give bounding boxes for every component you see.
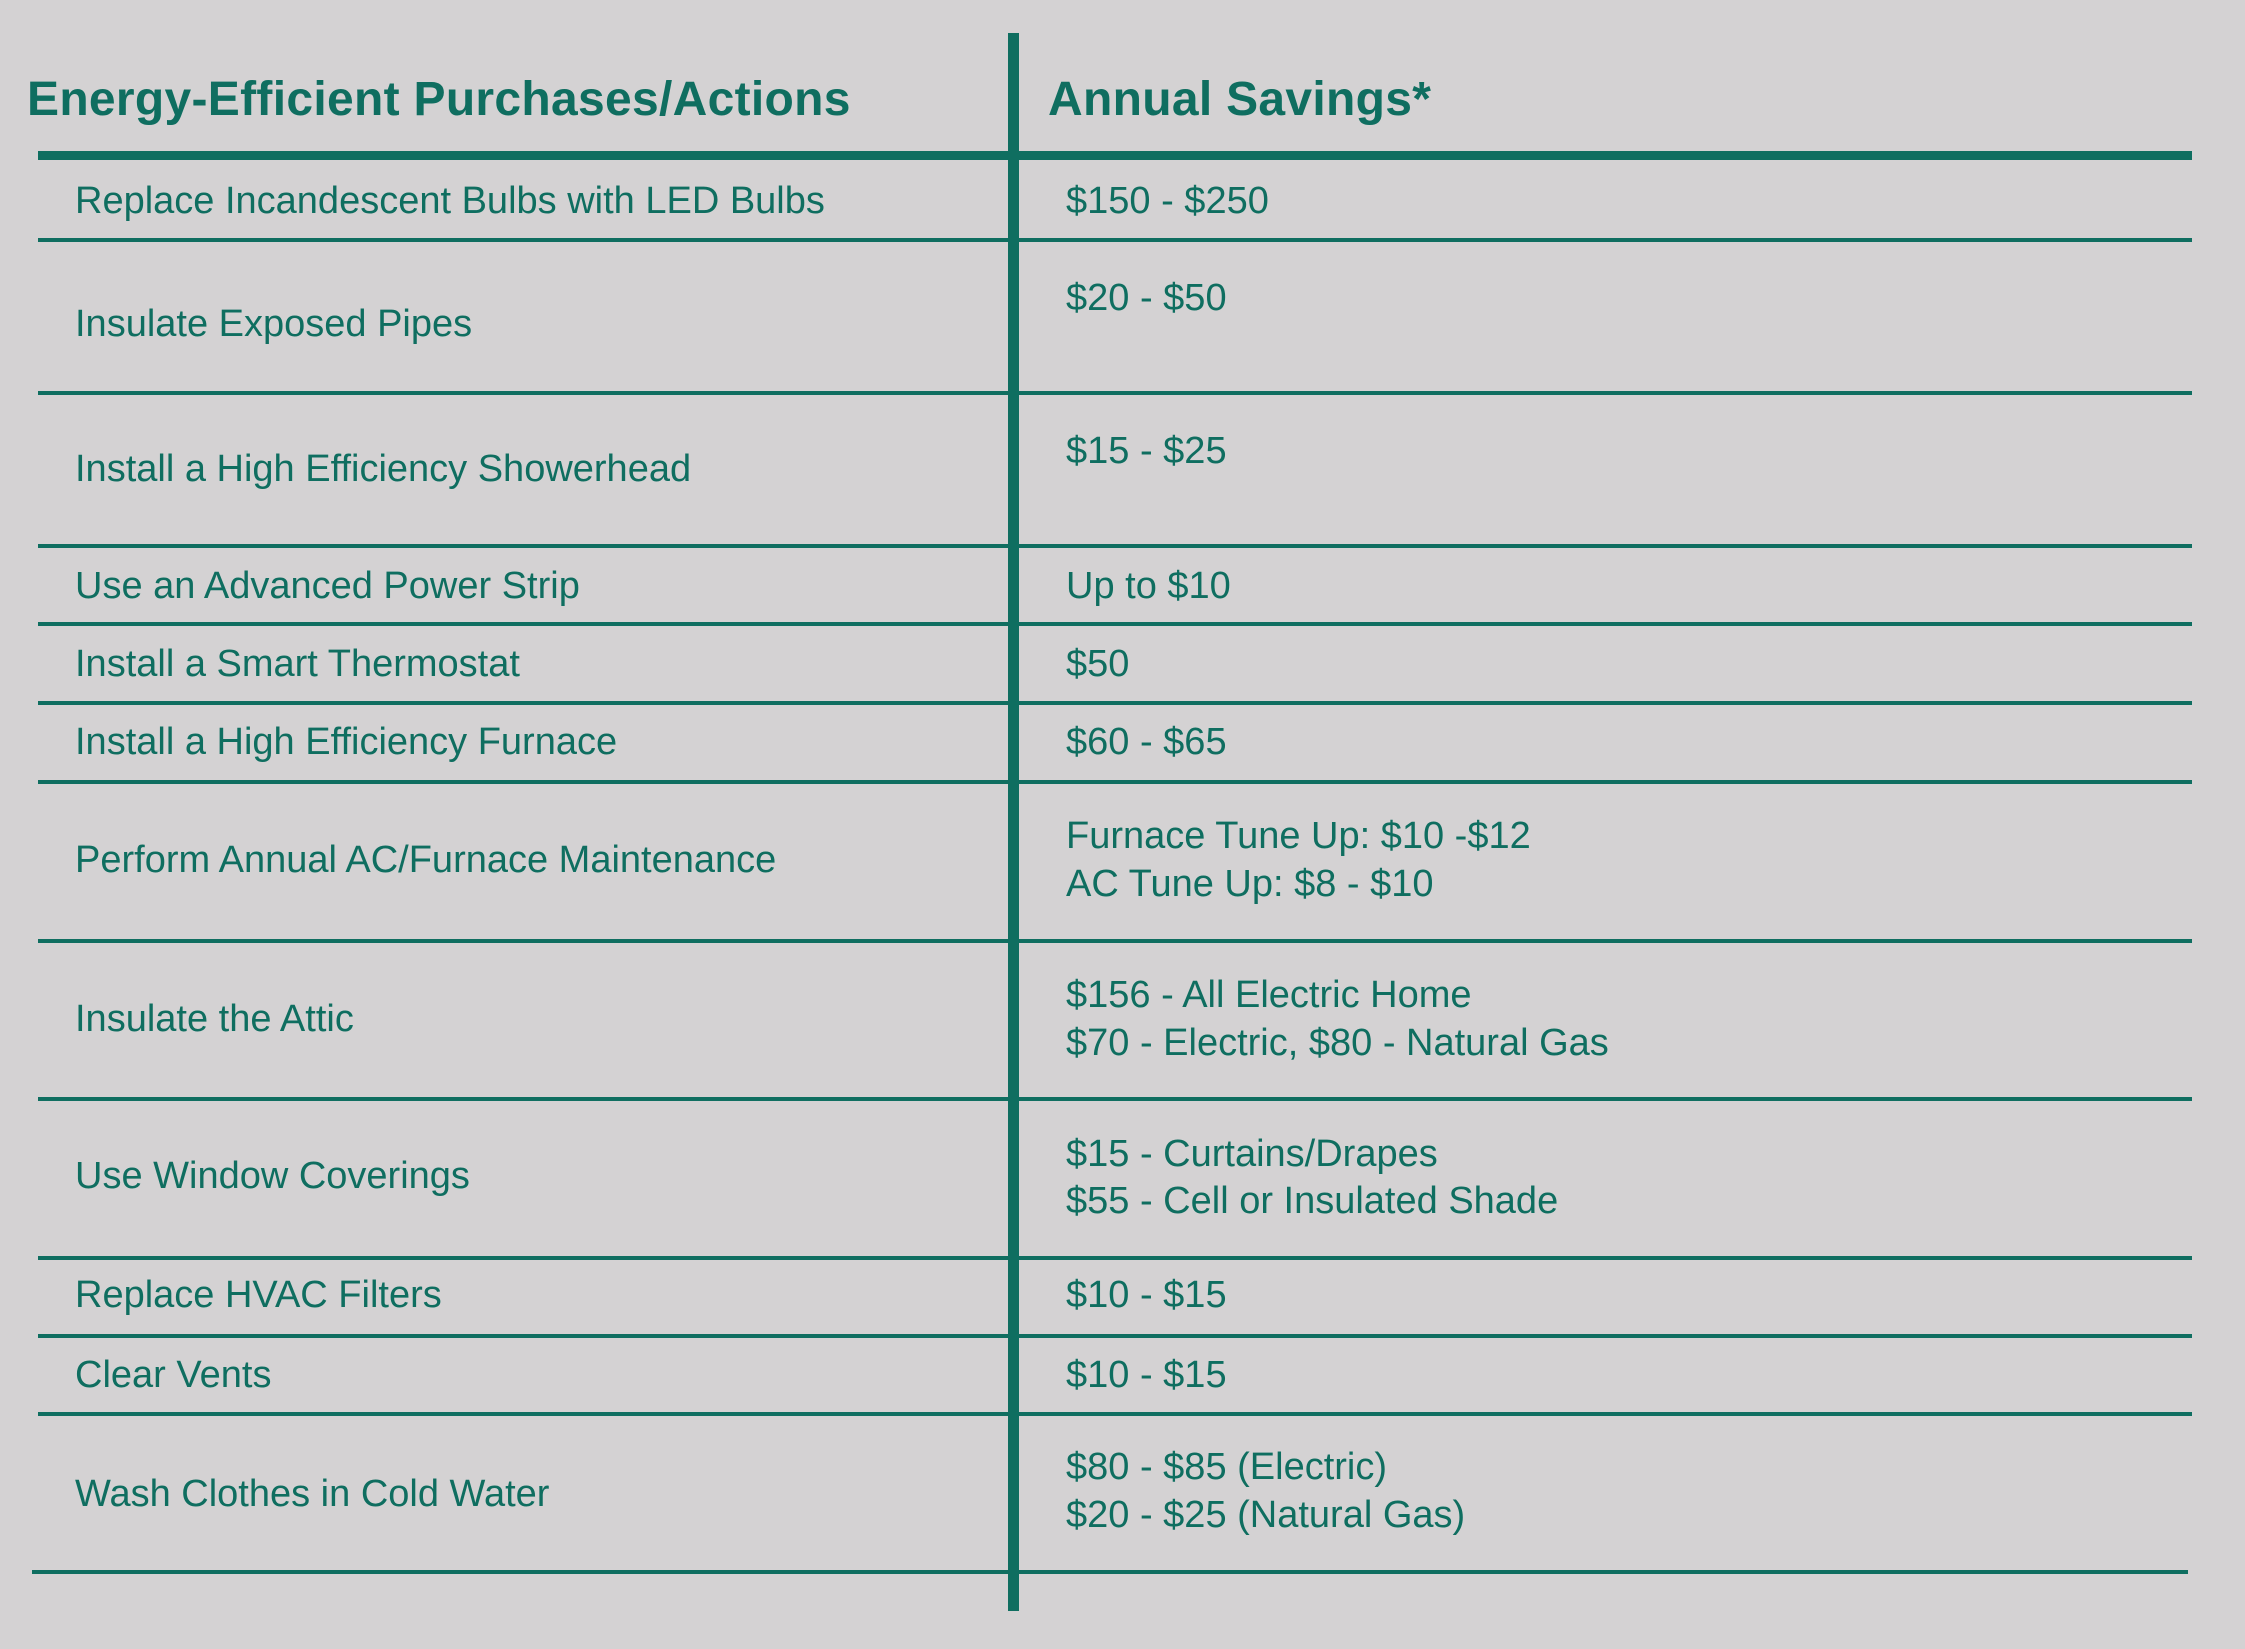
row-savings-line: $156 - All Electric Home <box>1066 974 1472 1016</box>
row-action: Clear Vents <box>75 1354 272 1396</box>
row-savings: $60 - $65 <box>1066 721 1227 763</box>
row-savings-line: AC Tune Up: $8 - $10 <box>1066 863 1434 905</box>
row-divider <box>38 1412 2192 1416</box>
row-action: Use Window Coverings <box>75 1155 470 1197</box>
row-savings: $50 <box>1066 643 1130 685</box>
row-action: Wash Clothes in Cold Water <box>75 1473 550 1515</box>
row-savings-line: $15 - Curtains/Drapes <box>1066 1133 1438 1175</box>
header-actions: Energy-Efficient Purchases/Actions <box>27 73 851 126</box>
table-bottom-rule <box>32 1570 2188 1574</box>
row-savings-line: $70 - Electric, $80 - Natural Gas <box>1066 1022 1609 1064</box>
row-divider <box>38 939 2192 943</box>
row-action: Insulate Exposed Pipes <box>75 303 473 345</box>
row-savings: $15 - $25 <box>1066 430 1227 472</box>
row-divider <box>38 701 2192 705</box>
row-savings: $10 - $15 <box>1066 1274 1227 1316</box>
row-action: Insulate the Attic <box>75 998 354 1040</box>
row-savings: $20 - $50 <box>1066 277 1227 319</box>
row-divider <box>38 544 2192 548</box>
row-divider <box>38 622 2192 626</box>
column-divider <box>1008 33 1019 1611</box>
row-action: Perform Annual AC/Furnace Maintenance <box>75 839 777 881</box>
row-savings-line: Furnace Tune Up: $10 -$12 <box>1066 815 1531 857</box>
row-divider <box>38 238 2192 242</box>
row-action: Replace Incandescent Bulbs with LED Bulbs <box>75 180 825 222</box>
row-divider <box>38 1334 2192 1338</box>
row-divider <box>38 391 2192 395</box>
row-action: Install a High Efficiency Showerhead <box>75 448 692 490</box>
row-divider <box>38 1256 2192 1260</box>
row-savings: Up to $10 <box>1066 565 1231 607</box>
header-rule <box>38 151 2192 160</box>
row-savings-line: $80 - $85 (Electric) <box>1066 1446 1388 1488</box>
row-divider <box>38 1097 2192 1101</box>
header-annual-savings: Annual Savings* <box>1048 73 1432 126</box>
row-savings: $150 - $250 <box>1066 180 1269 222</box>
row-savings-line: $55 - Cell or Insulated Shade <box>1066 1180 1559 1222</box>
row-action: Replace HVAC Filters <box>75 1274 442 1316</box>
row-savings-line: $20 - $25 (Natural Gas) <box>1066 1494 1466 1536</box>
row-action: Use an Advanced Power Strip <box>75 565 580 607</box>
row-savings: $10 - $15 <box>1066 1354 1227 1396</box>
row-divider <box>38 780 2192 784</box>
row-action: Install a High Efficiency Furnace <box>75 721 618 763</box>
row-action: Install a Smart Thermostat <box>75 643 520 685</box>
